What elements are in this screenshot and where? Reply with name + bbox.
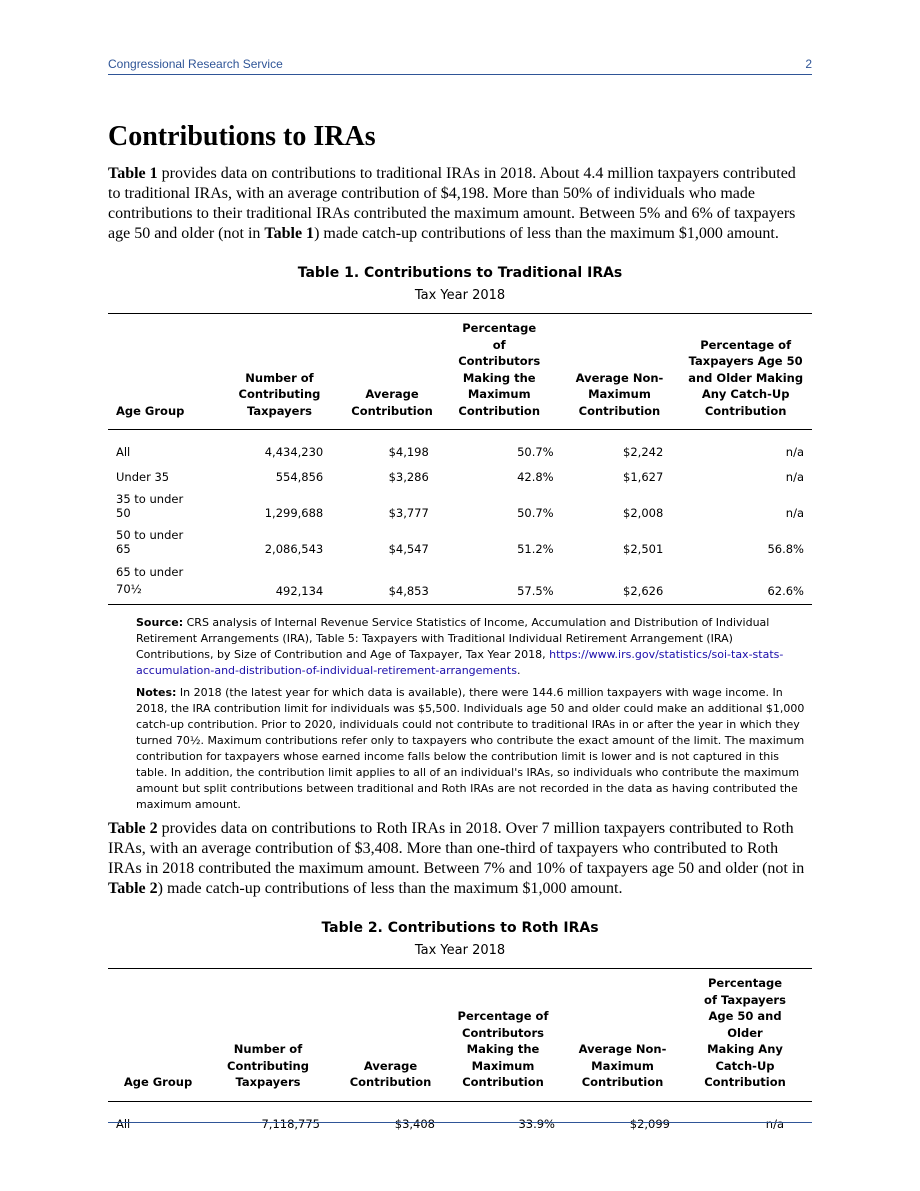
source-label: Source: [136,616,184,629]
table-cell: 33.9% [518,1116,555,1131]
table1-col-header: Percentage of Taxpayers Age 50 and Older Making Any Catch-Up Contribution [688,337,804,418]
table-cell: 42.8% [517,470,554,484]
table1 [108,313,812,605]
table1-col-header: Number of Contributing Taxpayers [238,370,321,418]
source-link[interactable]: https://www.irs.gov/statistics/soi-tax-stats-accumulation-and-distribution-of-individual-retirement-arrangements [136,648,784,677]
table1-subtitle: Tax Year 2018 [414,288,506,303]
table2-col-header: Average Non-Maximum Contribution [578,1042,667,1089]
source-end: . [516,664,521,677]
table-cell: 492,134 [275,584,324,598]
table-cell: n/a [785,445,804,459]
table1-col-header: Percentage of Contributors Making the Maximum Contribution [458,321,541,418]
table-cell: 4,434,230 [264,445,324,459]
paragraph-text: ) made catch-up contributions of less than the maximum $1,000 amount. [314,225,779,242]
table-cell: $4,853 [388,584,429,598]
table-cell: $1,627 [623,470,664,484]
table-cell: n/a [785,506,804,520]
table-cell: All [116,1116,131,1131]
table2 [108,968,812,1135]
table-cell: $2,242 [623,445,664,459]
paragraph-text: provides data on contributions to traditional IRAs in 2018. About 4.4 million taxpayers contributed to traditional IRAs, with an average contribution of $4,198. More than 50% of individuals who made contributions to their traditional IRAs contributed the maximum amount. Between 5% and 6% of taxpayers age 50 and older (not in [108,165,796,242]
table-cell: 50.7% [517,506,554,520]
table2-col-header: Average Contribution [349,1058,432,1089]
table2-col-header: Percentage of Contributors Making the Maximum Contribution [457,1009,549,1089]
table-cell: $3,286 [388,470,429,484]
notes-label: Notes: [136,686,177,699]
table-cell: 2,086,543 [264,542,324,556]
paragraph-2 [108,819,812,899]
table2-header-row [108,969,812,1102]
paragraph-1 [108,164,812,244]
paragraph-text: provides data on contributions to Roth IRAs in 2018. Over 7 million taxpayers contributed to Roth IRAs, with an average contribution of $3,408. More than one-third of taxpayers who contributed to Roth IRAs in 2018 contributed the maximum amount. Between 7% and 10% of taxpayers age 50 and older (not in [108,820,805,877]
table-cell: $2,626 [623,584,664,598]
table-ref[interactable]: Table 2 [108,880,158,897]
notes-paragraph [136,685,812,813]
table-cell: Under 35 [116,470,170,484]
table-ref[interactable]: Table 1 [108,165,158,182]
table-cell: n/a [785,470,804,484]
table-cell: $4,198 [388,445,429,459]
table1-caption: Table 1. Contributions to Traditional IRAs [297,265,623,281]
table-cell: 554,856 [275,470,324,484]
table-row [108,430,812,464]
table1-col-header: Age Group [116,403,185,418]
table1-col-header: Average Contribution [351,387,433,418]
table-cell: 51.2% [517,542,554,556]
table-cell: $2,008 [623,506,664,520]
table-ref[interactable]: Table 1 [264,225,315,242]
paragraph-text: ) made catch-up contributions of less than the maximum $1,000 amount. [157,880,623,897]
table-cell: 1,299,688 [264,506,324,520]
table1-header-row [108,314,812,430]
table-cell: 35 to under 50 [116,492,184,520]
page-number: 2 [805,57,812,71]
table-row [108,560,812,605]
table-cell: All [116,445,131,459]
table-row [108,488,812,524]
source-note [136,615,812,679]
table2-col-header: Age Group [123,1075,193,1089]
table-cell: 50.7% [517,445,554,459]
footer-rule [108,1122,812,1123]
source-text: CRS analysis of Internal Revenue Service Statistics of Income, Accumulation and Distribution of Individual Retirement Arrangements (IRA), Table 5: Taxpayers with Traditional Individual Retirement Arrangement (IRA) Contributions, by Size of Contribution and Age of Taxpayer, Tax Year 2018, [136,616,770,661]
section-heading: Contributions to IRAs [108,121,376,152]
table-row [108,524,812,560]
table-row [108,1101,812,1135]
table-row [108,463,812,488]
table-cell: $4,547 [388,542,429,556]
table1-notes [136,615,812,813]
table-cell: $2,501 [623,542,664,556]
header-org: Congressional Research Service [108,57,283,71]
table2-col-header: Number of Contributing Taxpayers [227,1042,309,1089]
table-cell: 7,118,775 [261,1116,320,1131]
table-cell: 65 to under 70½ [116,565,184,596]
table1-col-header: Average Non-Maximum Contribution [575,370,664,418]
table2-caption: Table 2. Contributions to Roth IRAs [321,920,599,936]
table-ref[interactable]: Table 2 [108,820,158,837]
running-header [108,56,812,75]
table2-col-header: Percentage of Taxpayers Age 50 and Older Making Any Catch-Up Contribution [704,976,786,1089]
table-cell: 56.8% [767,542,804,556]
main-content [108,120,812,1135]
table-cell: n/a [765,1116,784,1131]
table-cell: $3,408 [394,1116,435,1131]
table2-subtitle: Tax Year 2018 [414,943,506,958]
table-cell: $2,099 [629,1116,670,1131]
table-cell: 57.5% [517,584,554,598]
table-cell: 50 to under 65 [116,528,184,556]
table-cell: 62.6% [767,584,804,598]
table-cell: $3,777 [388,506,429,520]
notes-text: In 2018 (the latest year for which data is available), there were 144.6 million taxpayers with wage income. In 2018, the IRA contribution limit for individuals was $5,500. Individuals age 50 and older could make an additional $1,000 catch-up contribution. Prior to 2020, individuals could not contribute to traditional IRAs in or after the year in which they turned 70½. Maximum contributions refer only to taxpayers who contribute the exact amount of the limit. The maximum contribution for taxpayers whose earned income falls below the contribution limit is lower and is not captured in this table. In addition, the contribution limit applies to all of an individual's IRAs, so individuals who contribute the maximum amount but split contributions between traditional and Roth IRAs are not recorded in the data as having contributed the maximum amount. [136,686,805,811]
